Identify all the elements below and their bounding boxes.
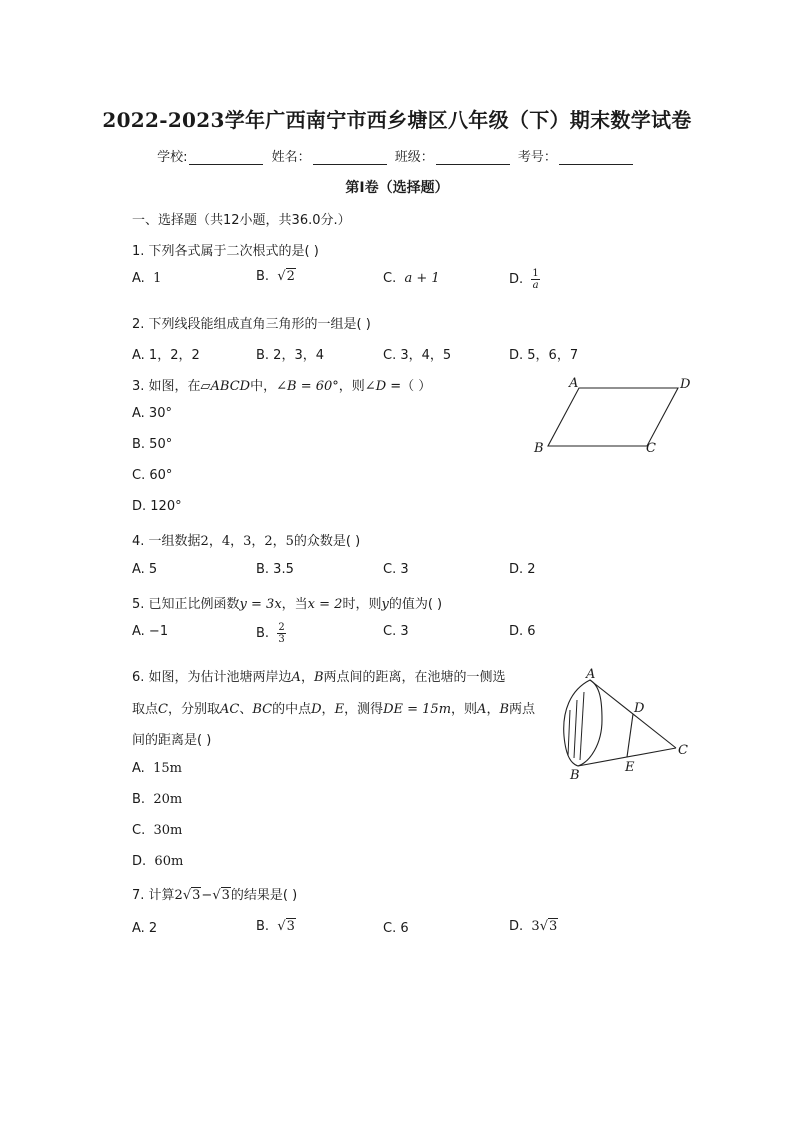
q7-option-a: A. 2 <box>132 921 158 936</box>
q6-option-c: C. 30m <box>132 823 183 838</box>
q1-option-d: D. $\frac{1}{a}$ <box>509 268 539 291</box>
q2-option-d: D. 5，6，7 <box>509 348 579 363</box>
exam-number-label: 考号： <box>517 150 557 165</box>
pond-hatch-1 <box>568 710 570 756</box>
q2-option-b: B. 2，3，4 <box>256 348 324 363</box>
q4-option-c: C. 3 <box>383 562 409 577</box>
q6-stem-line-1: 6. 如图，为估计池塘两岸边A，B两点间的距离，在池塘的一侧选 <box>132 670 506 685</box>
exam-number-blank <box>559 152 633 165</box>
q1-option-b: B. √2 <box>256 269 295 284</box>
q6-option-d: D. 60m <box>132 854 184 869</box>
q1-stem: 1. 下列各式属于二次根式的是( ) <box>132 244 319 259</box>
q3-option-c: C. 60° <box>132 468 173 483</box>
q7-stem: 7. 计算2√3−√3的结果是( ) <box>132 888 298 903</box>
class-blank <box>436 152 510 165</box>
vertex-label-b: B <box>534 441 544 456</box>
q5-option-a: A. −1 <box>132 624 169 639</box>
point-label-e: E <box>625 760 635 775</box>
q6-stem-line-2: 取点C，分别取AC、BC的中点D，E，测得DE = 15m，则A，B两点 <box>132 702 536 717</box>
segment-de <box>627 714 633 757</box>
point-label-d: D <box>634 701 645 716</box>
q7-option-d: D. 3√3 <box>509 919 558 934</box>
name-label: 姓名： <box>271 150 311 165</box>
parallelogram-figure <box>528 372 698 462</box>
q7-option-c: C. 6 <box>383 921 409 936</box>
q3-stem: 3. 如图，在▱ABCD中，∠B = 60°，则∠D =（ ） <box>132 379 432 394</box>
student-info-line <box>0 146 794 165</box>
q5-option-c: C. 3 <box>383 624 409 639</box>
page-title: 2022-2023学年广西南宁市西乡塘区八年级（下）期末数学试卷 <box>102 108 692 132</box>
q6-option-b: B. 20m <box>132 792 183 807</box>
school-label: 学校: <box>157 150 188 165</box>
q2-stem: 2. 下列线段能组成直角三角形的一组是( ) <box>132 317 371 332</box>
section-heading: 一、选择题（共12小题，共36.0分.） <box>132 213 351 228</box>
q3-option-b: B. 50° <box>132 437 173 452</box>
pond-hatch-3 <box>580 692 584 760</box>
name-blank <box>313 152 387 165</box>
q5-option-d: D. 6 <box>509 624 536 639</box>
q1-option-c: C. a + 1 <box>383 271 440 286</box>
q2-option-a: A. 1，2，2 <box>132 348 200 363</box>
parallelogram-abcd <box>548 388 678 446</box>
school-blank <box>189 152 263 165</box>
pond-hatch-2 <box>574 700 577 758</box>
class-label: 班级： <box>394 150 434 165</box>
q6-option-a: A. 15m <box>132 761 182 776</box>
pond-figure <box>550 664 700 788</box>
q3-option-a: A. 30° <box>132 406 172 421</box>
point-label-c: C <box>678 743 688 758</box>
vertex-label-d: D <box>680 377 691 392</box>
volume-heading: 第I卷（选择题） <box>345 180 449 196</box>
q1-option-a: A. 1 <box>132 271 162 286</box>
q2-option-c: C. 3，4，5 <box>383 348 452 363</box>
vertex-label-c: C <box>646 441 656 456</box>
point-label-b: B <box>570 768 580 783</box>
q4-option-a: A. 5 <box>132 562 158 577</box>
q4-option-d: D. 2 <box>509 562 536 577</box>
q7-option-b: B. √3 <box>256 919 295 934</box>
q4-option-b: B. 3.5 <box>256 562 294 577</box>
q5-stem: 5. 已知正比例函数y = 3x，当x = 2时，则y的值为( ) <box>132 597 443 612</box>
q4-stem: 4. 一组数据2，4，3，2，5的众数是( ) <box>132 534 361 549</box>
q3-option-d: D. 120° <box>132 499 182 514</box>
vertex-label-a: A <box>569 376 579 391</box>
point-label-a: A <box>586 667 596 682</box>
q6-stem-line-3: 间的距离是( ) <box>132 733 212 748</box>
q5-option-b: B. $\frac{2}{3}$ <box>256 622 285 645</box>
